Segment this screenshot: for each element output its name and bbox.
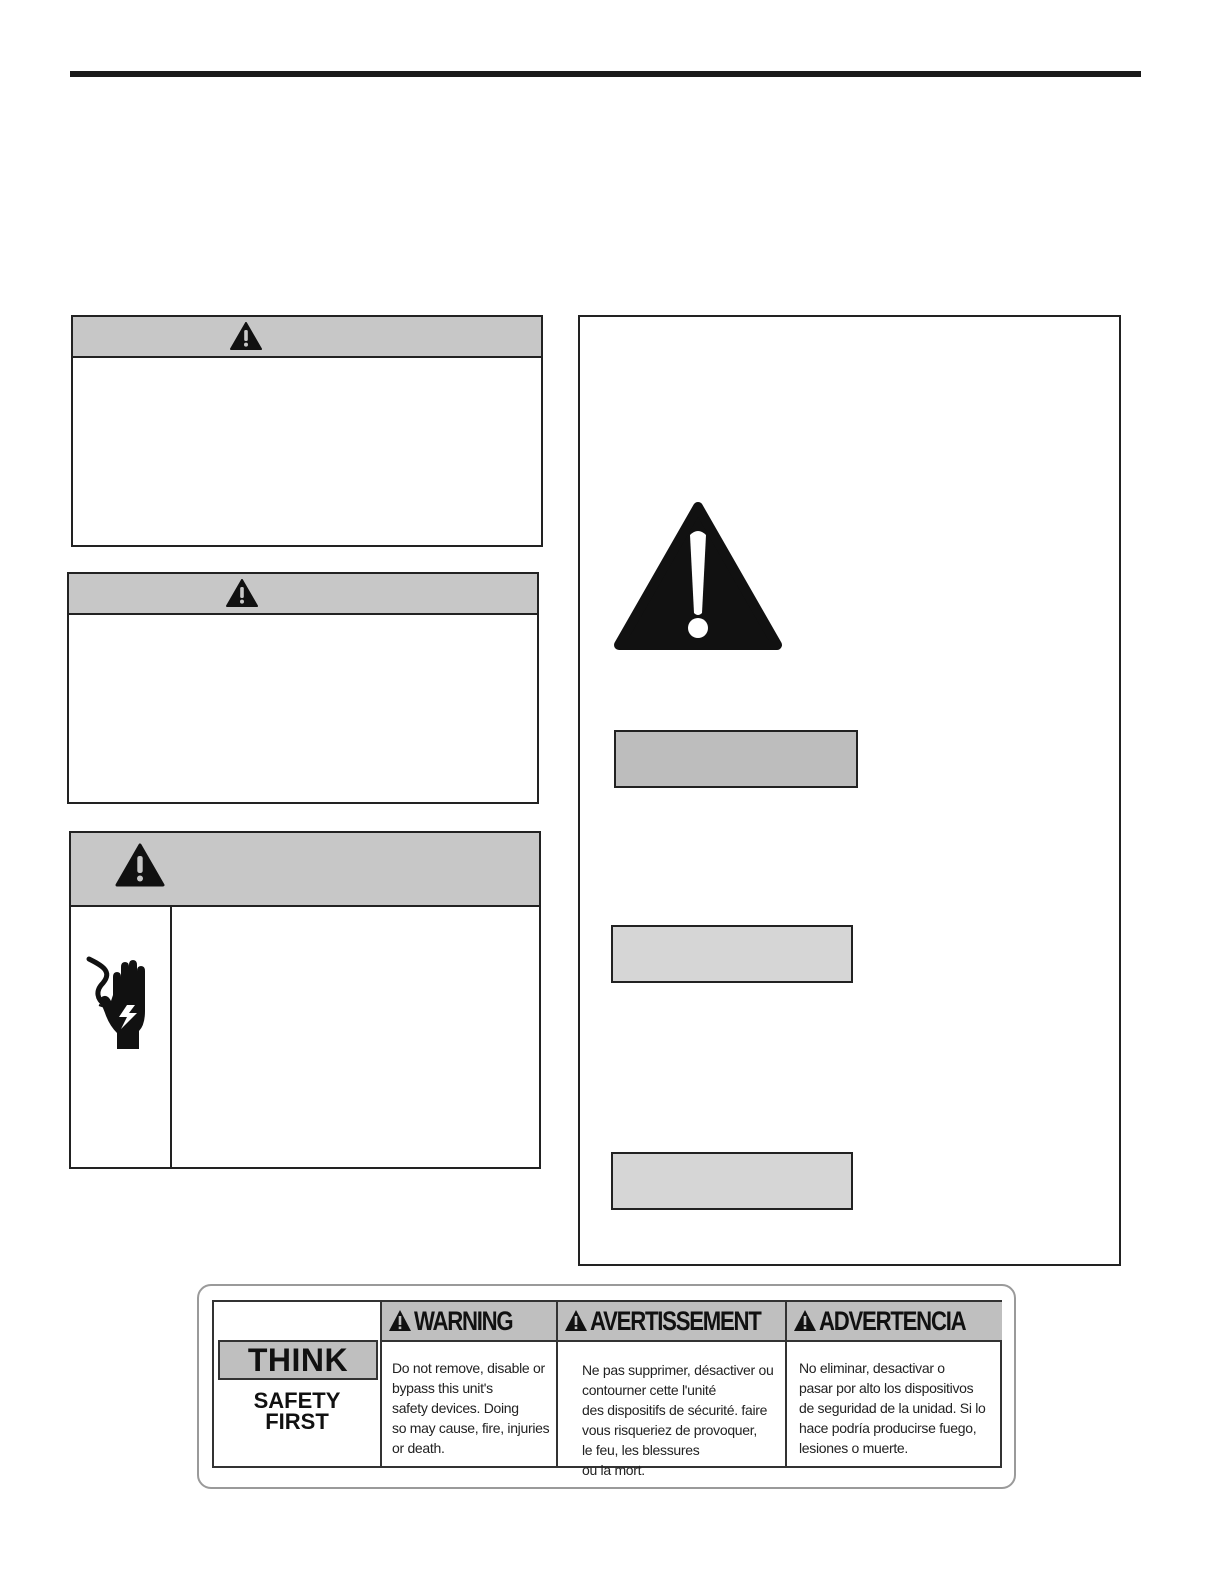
warning-box-1 [71, 315, 543, 547]
label-header-text: ADVERTENCIA [819, 1305, 966, 1336]
large-warning-triangle-icon [613, 501, 783, 651]
first-text: FIRST [265, 1409, 329, 1434]
label-line: so may cause, fire, injuries [392, 1420, 550, 1436]
safety-label-frame [212, 1300, 1002, 1478]
label-body [799, 1358, 994, 1458]
label-header [558, 1302, 785, 1342]
label-line: ou la mort. [582, 1462, 645, 1478]
label-line: vous risqueriez de provoquer, [582, 1422, 757, 1438]
label-line: safety devices. Doing [392, 1400, 519, 1416]
label-line: or death. [392, 1440, 445, 1456]
signal-word-box-danger [614, 730, 858, 788]
label-column-spanish [787, 1302, 1002, 1466]
label-line: hace podría producirse fuego, [799, 1420, 977, 1436]
signal-word-box-caution [611, 1152, 853, 1210]
label-line: de seguridad de la unidad. Si lo [799, 1400, 986, 1416]
label-body [582, 1360, 777, 1480]
warning-triangle-icon [793, 1309, 817, 1333]
label-line: contourner cette l'unité [582, 1382, 717, 1398]
electrical-shock-hand-icon [83, 955, 159, 1051]
warning-triangle-icon [388, 1309, 412, 1333]
think-safety-first-column [214, 1302, 382, 1466]
label-line: pasar por alto los dispositivos [799, 1380, 974, 1396]
warning-triangle-icon [230, 322, 262, 350]
label-column-french [558, 1302, 787, 1478]
warning-triangle-icon [564, 1309, 588, 1333]
warning-triangle-icon [115, 843, 165, 887]
label-header [787, 1302, 1002, 1342]
warning-box-header [71, 833, 539, 907]
think-badge: THINK [218, 1340, 378, 1380]
label-line: Ne pas supprimer, désactiver ou [582, 1362, 774, 1378]
label-header-text: WARNING [414, 1305, 513, 1336]
label-header [382, 1302, 556, 1342]
label-line: des dispositifs de sécurité. faire [582, 1402, 768, 1418]
warning-box-electrical [69, 831, 541, 1169]
warning-triangle-icon [226, 579, 258, 607]
signal-word-box-warning [611, 925, 853, 983]
label-body [392, 1358, 548, 1458]
warning-box-header [69, 574, 537, 615]
label-line: le feu, les blessures [582, 1442, 700, 1458]
electrical-icon-cell [71, 907, 172, 1167]
safety-label [197, 1284, 1016, 1489]
label-line: lesiones o muerte. [799, 1440, 908, 1456]
label-line: Do not remove, disable or [392, 1360, 545, 1376]
safety-text: SAFETY [253, 1388, 341, 1413]
label-line: bypass this unit's [392, 1380, 493, 1396]
warning-box-header [73, 317, 541, 358]
signal-word-legend [578, 315, 1121, 1266]
label-column-english [382, 1302, 558, 1466]
top-rule [70, 71, 1141, 77]
warning-box-2 [67, 572, 539, 804]
label-header-text: AVERTISSEMENT [590, 1305, 761, 1336]
label-line: No eliminar, desactivar o [799, 1360, 945, 1376]
